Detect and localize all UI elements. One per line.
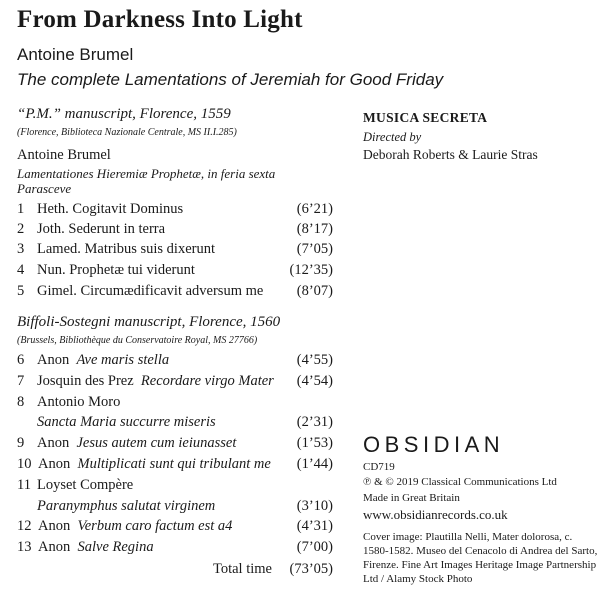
source-note-biffoli: (Brussels, Bibliothèque du Conservatoire Royal, MS 27766) (17, 335, 258, 346)
total-time (213, 561, 333, 581)
track-duration: (7’00) (296, 539, 333, 555)
track-composer: Anon (37, 435, 70, 451)
track-duration: (1’53) (296, 435, 333, 451)
track-duration: (3’10) (296, 498, 333, 514)
track-title (38, 539, 154, 556)
track-title (37, 435, 236, 452)
track-composer: Anon (38, 456, 71, 472)
track-work: Jesus autem cum ieiunasset (76, 435, 237, 451)
track-row (17, 394, 333, 414)
track-number: 4 (17, 262, 25, 278)
composer-heading: Antoine Brumel (17, 45, 134, 64)
track-work: Recordare virgo Mater (140, 373, 274, 389)
directors: Deborah Roberts & Laurie Stras (363, 147, 538, 162)
track-row (17, 498, 333, 518)
track-title: Gimel. Circumædificavit adversum me (37, 283, 264, 299)
source-title-pm: “P.M.” manuscript, Florence, 1559 (17, 106, 231, 122)
track-row (17, 435, 333, 455)
copyright: ℗ & © 2019 Classical Communications Ltd (363, 476, 557, 488)
track-number: 12 (17, 518, 32, 534)
track-row (17, 262, 333, 282)
track-row (17, 518, 333, 538)
track-title (37, 394, 120, 411)
section-work-title: Lamentationes Hieremiæ Prophetæ, in feria sexta Parasceve (17, 166, 276, 196)
track-duration: (2’31) (296, 414, 333, 430)
track-composer: Antonio Moro (37, 394, 121, 410)
track-title: Nun. Prophetæ tui viderunt (37, 262, 195, 278)
track-work: Ave maris stella (76, 352, 170, 368)
track-duration: (7’05) (296, 241, 333, 257)
track-row (17, 201, 333, 221)
source-title-biffoli: Biffoli-Sostegni manuscript, Florence, 1560 (17, 314, 281, 330)
track-title (38, 518, 232, 535)
made-in: Made in Great Britain (363, 492, 460, 504)
track-row (17, 477, 333, 497)
total-time-value: (73’05) (289, 561, 333, 577)
track-title: Joth. Sederunt in terra (37, 221, 166, 237)
track-work: Salve Regina (77, 539, 154, 555)
track-title (37, 414, 216, 431)
track-title (37, 352, 169, 369)
track-number: 13 (17, 539, 32, 555)
section-composer: Antoine Brumel (17, 147, 111, 163)
track-duration: (8’17) (296, 221, 333, 237)
track-duration: (8’07) (296, 283, 333, 299)
track-composer: Anon (38, 518, 71, 534)
track-row (17, 352, 333, 372)
track-row (17, 414, 333, 434)
record-label-logo: OBSIDIAN (363, 432, 505, 457)
track-composer: Loyset Compère (37, 477, 134, 493)
album-title: From Darkness Into Light (17, 6, 303, 33)
cover-image-credits: Cover image: Plautilla Nelli, Mater dolorosa, c. 1580-1582. Museo del Cenacolo di Andrea del Sarto, Firenze. Fine Art Images Heritage Image Partnership Ltd / Alamy Stock Photo (363, 531, 598, 585)
track-title: Heth. Cogitavit Dominus (37, 201, 184, 217)
track-number: 10 (17, 456, 32, 472)
website-link[interactable]: www.obsidianrecords.co.uk (363, 507, 508, 522)
track-row (17, 283, 333, 303)
track-duration: (4’55) (296, 352, 333, 368)
track-composer: Josquin des Prez (37, 373, 134, 389)
track-composer: Anon (37, 352, 70, 368)
track-title (38, 456, 271, 473)
catalog-number: CD719 (363, 461, 395, 473)
track-work: Paranymphus salutat virginem (37, 498, 216, 514)
track-composer: Anon (38, 539, 71, 555)
directed-by: Directed by (363, 130, 422, 144)
album-subtitle: The complete Lamentations of Jeremiah for Good Friday (17, 70, 444, 89)
track-number: 3 (17, 241, 25, 257)
track-title (37, 477, 133, 494)
track-number: 2 (17, 221, 25, 237)
track-number: 1 (17, 201, 25, 217)
track-number: 8 (17, 394, 25, 410)
ensemble-name: MUSICA SECRETA (363, 110, 488, 125)
track-duration: (4’54) (296, 373, 333, 389)
track-number: 11 (17, 477, 31, 493)
track-row (17, 456, 333, 476)
total-time-label: Total time (213, 561, 272, 577)
track-row (17, 221, 333, 241)
track-title (37, 373, 274, 390)
track-duration: (12’35) (289, 262, 333, 278)
track-number: 7 (17, 373, 25, 389)
track-title (37, 498, 215, 515)
track-duration: (6’21) (296, 201, 333, 217)
track-row (17, 241, 333, 261)
track-work: Sancta Maria succurre miseris (37, 414, 216, 430)
track-number: 9 (17, 435, 25, 451)
track-row (17, 539, 333, 559)
source-note-pm: (Florence, Biblioteca Nazionale Centrale, MS II.I.285) (17, 127, 237, 138)
track-row (17, 373, 333, 393)
track-work: Verbum caro factum est a4 (77, 518, 233, 534)
track-duration: (4’31) (296, 518, 333, 534)
track-duration: (1’44) (296, 456, 333, 472)
track-work: Multiplicati sunt qui tribulant me (77, 456, 271, 472)
track-number: 5 (17, 283, 25, 299)
track-title: Lamed. Matribus suis dixerunt (37, 241, 216, 257)
track-number: 6 (17, 352, 25, 368)
